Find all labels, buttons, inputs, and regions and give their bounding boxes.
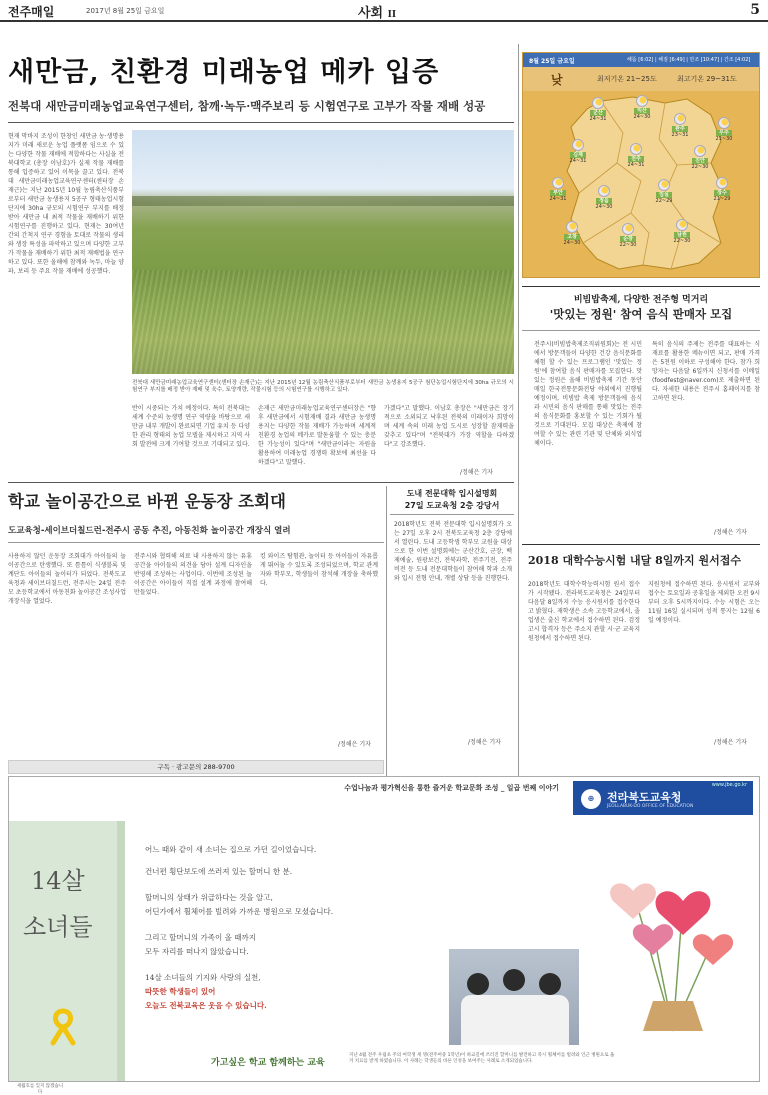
play-headline: 학교 놀이공간으로 바뀐 운동장 조회대 bbox=[8, 492, 287, 511]
weather-min: 최저기온 21~25도 bbox=[597, 75, 657, 83]
city-jinan: 진안 22~30 bbox=[691, 145, 709, 177]
ad-story: 어느 때와 같이 새 소녀는 집으로 가던 길이었습니다. 건너편 횡단보도에 쓰러져 있는 할머니 한 분. 할머니의 상태가 위급하다는 것을 알고, 어딘가에서 휠체어를 빌려와 가까운 병원으로 모셨습니다. 그리고 할머니의 가족이 올 때까지 모두 자리를 떠나지 않았습니다. 14살 소녀들의 기지와 사랑의 실천, 따뜻한 학생들이 있어 오늘도 전북교육은 웃음 수 있습니다. bbox=[145, 845, 334, 1010]
field-photo bbox=[132, 130, 514, 374]
weather-date: 8월 25일 금요일 bbox=[529, 58, 575, 65]
section-title: 사회 II bbox=[358, 6, 397, 21]
play-byline: /정해은 기자 bbox=[338, 741, 371, 748]
play-subhead: 도교육청-세이브더칠드런-전주시 공동 추진, 아동친화 놀이공간 개장식 열려 bbox=[8, 526, 291, 536]
edu-office-logo-icon: ⊕ bbox=[581, 789, 601, 809]
weather-box bbox=[522, 52, 760, 278]
lead-headline: 새만금, 친환경 미래농업 메카 입증 bbox=[8, 57, 440, 88]
partly-cloudy-icon bbox=[658, 179, 670, 191]
lead-column-1: 현재 막바지 조성이 한창인 새만금 농·생명용지가 미래 새로운 농업 플랫폼 임으로 수 있는 다양한 작물 재배에 적합하다는 사실을 전북대학교 (총장 이남호)가 실제 작물 재배를 통해 입증하고 있어 이목을 끌고 있다. 전북대 새만금미래농업교육연구센터(센터장 손재근)는 지난 2015년 10월 농림축산식품부로부터 새만금 농생용지 5공구 형태농업시험단지에 30ha 규모의 시험연구 부지를 배정 받아 새만금 내 최적 작물을 재배하기 위한 시험연구를 진행하고 있다. 현재는 30여년 간의 간척지 연구 경험을 토대로 작물의 생리와 생장 특성을 파악하고 있으며 다양한 고부가 작물을 재배하기 위한 최적 재배법을 연구하고 있다. 또한 올해에 참깨와 녹두, 마늘 양파, 보리 등 주요 작물 재배에 성공했다. bbox=[8, 133, 124, 275]
lead-column-2: 반이 시중되는 가치 예정이다. 특히 전북대는 세계 수준의 농생명 연구 역량을 바탕으로 새만금 내부 개발이 완료되면 기업 유치 등 다양한 관리 형태의 농업 모델을 제시하고 지역 사회 발전에 크게 기여할 것으로 기대되고 있다. bbox=[132, 405, 250, 448]
weather-day: 낮 bbox=[551, 73, 563, 87]
student-photo bbox=[449, 949, 579, 1045]
lead-subhead: 전북대 새만금미래농업교육연구센터, 참깨·녹두·맥주보리 등 시험연구로 고부가 작물 재배 성공 bbox=[8, 99, 486, 113]
side-byline: /정해은 기자 bbox=[714, 529, 747, 536]
partly-cloudy-icon bbox=[716, 177, 728, 189]
partly-cloudy-icon bbox=[718, 117, 730, 129]
ad-org-english: JEOLLABUK-DO OFFICE OF EDUCATION bbox=[607, 804, 694, 809]
exam-headline: 2018 대학수능시험 내달 8일까지 원서접수 bbox=[528, 554, 741, 567]
play-column-3: 킹 와이즈 탐험관, 놀이터 등 아이들이 자유롭게 뛰어놀 수 있도록 조성되었으며, 학교 관계자와 학부모, 학생들이 참석해 개장을 축하했다. bbox=[260, 553, 378, 587]
side-kicker: 비빔밥축제, 다양한 전주형 먹거리 bbox=[573, 295, 709, 305]
city-gimje: 김제 24~31 bbox=[569, 139, 587, 171]
ad-panel bbox=[8, 776, 760, 1095]
partly-cloudy-icon bbox=[676, 219, 688, 231]
ribbon-caption: 세월호를 잊지 않겠습니다 bbox=[16, 1084, 64, 1095]
side-column-2: 특히 음식의 주제는 전주를 대표하는 식재료를 활용한 메뉴이면 되고, 판매 가격은 5천원 이하로 구성해야 한다. 참가 희망자는 다음달 6일까지 신청서를 이메일(foodfest@naver.com)로 제출하면 된다. 자세한 내용은 전주시 홈페이지를 참고하면 된다. bbox=[652, 341, 760, 402]
partly-cloudy-icon bbox=[694, 145, 706, 157]
subscribe-bar: 구독 · 광고문의 288-9700 bbox=[8, 760, 384, 774]
issue-date: 2017년 8월 25일 금요일 bbox=[86, 7, 165, 15]
weather-stats: 해뜸 [6:02] | 해짐 [6:49] | 만조 [10:47] | 간조 [4:02] bbox=[627, 57, 751, 63]
ad-brand-logo: 가고싶은 학교 함께하는 교육 bbox=[211, 1058, 325, 1068]
lead-column-3: 손재근 새만금미래농업교육연구센터장은 "향후 새만금에서 시험재배 결과 새만금 농생명 용지는 다양한 작물 재배가 가능하며 세계적 친환경 농업의 메카로 발돋움할 수 있는 충분한 가능성이 있다"며 "새만금이라는 자원을 활용하여 미래농업 경쟁력 확보에 최선을 다하겠다"고 말했다. bbox=[258, 405, 376, 466]
college-headline: 도내 전문대학 입시설명회 bbox=[406, 489, 498, 498]
play-column-2: 전주시와 협력해 의료 내 사용하지 않는 유휴공간을 아이들의 의견을 담아 설계 디자인을 반영해 조성하는 사업이다. 이번에 조성된 놀이공간은 아이들이 직접 설계 과정에 참여해 만들었다. bbox=[134, 553, 252, 596]
paper-name: 전주매일 bbox=[8, 5, 55, 19]
page-header bbox=[0, 0, 768, 22]
play-column-1: 사용하지 않던 운동장 조회대가 아이들의 놀이공간으로 탄생했다. 또 틈틈이 식생블록 및 계단도 아이들의 놀이터가 되었다. 전북도교육청과 세이브더칠드런, 전주시는 24일 전주 모 초등학교에서 아동친화 놀이공간 조성사업 개장식을 열었다. bbox=[8, 553, 126, 605]
city-sunchang: 순창 22~30 bbox=[619, 223, 637, 255]
exam-byline: /정해은 기자 bbox=[714, 739, 747, 746]
ad-title-1: 14살 bbox=[31, 867, 85, 895]
city-gunsan: 군산 24~31 bbox=[589, 97, 607, 129]
ad-title-2: 소녀들 bbox=[23, 913, 93, 941]
lead-byline: /정해은 기자 bbox=[460, 469, 493, 476]
city-jangsu: 장수 21~29 bbox=[713, 177, 731, 209]
partly-cloudy-icon bbox=[674, 113, 686, 125]
partly-cloudy-icon bbox=[592, 97, 604, 109]
city-jeonju: 전주 24~31 bbox=[627, 143, 645, 175]
partly-cloudy-icon bbox=[566, 221, 578, 233]
side-column-1: 전주시(비빔밥축제조직위원회)는 전 시민에서 방문객들이 다양한 건강 음식문화를 체험 할 수 있는 프로그램인 '맛있는 정원'에 참여할 음식 판매자를 모집한다. 맛있는 정원은 올해 비빔밥축제 기간 동안 매일 한국전통문화전당 야외에서 진행될 예정이며, 비빔밥 축제 방문객들에 음식과 시민의 음식 판매를 통해 맛있는 전주의 음식문화를 홍보할 수 있는 기회가 될 것으로 기대된다. 모집 대상은 축제에 참여할 수 있는 관련 기관 및 단체와 외식업체이다. bbox=[534, 341, 642, 447]
ad-url: www.jbe.go.kr bbox=[711, 782, 747, 788]
exam-column-2: 지원청에 접수하면 된다. 응시원서 교부와 접수는 토요일과 공휴일을 제외한 오전 9시부터 오후 5시까지이다. 수능 시험은 오는 11월 16일 실시되며 성적 통지는 12월 6일 예정이다. bbox=[648, 581, 760, 624]
side-headline: '맛있는 정원' 참여 음식 판매자 모집 bbox=[549, 307, 733, 321]
city-wanju: 완주 23~31 bbox=[671, 113, 689, 145]
partly-cloudy-icon bbox=[636, 95, 648, 107]
ad-org-name: 전라북도교육청 bbox=[607, 791, 682, 804]
lead-column-4: 가겠다"고 말했다. 이남호 총장은 "새만금은 장기적으로 소외되고 낙후된 전북의 미래이자 희망이며 세계 속의 미래 농업 도시로 성장할 잠재력을 갖추고 있다"며 "전북대가 가장 역할을 다하겠다"고 강조했다. bbox=[384, 405, 514, 448]
partly-cloudy-icon bbox=[622, 223, 634, 235]
ad-org-badge bbox=[573, 781, 753, 815]
partly-cloudy-icon bbox=[552, 177, 564, 189]
city-iksan: 익산 24~30 bbox=[633, 95, 651, 127]
city-jeongeup: 정읍 24~30 bbox=[595, 185, 613, 217]
ad-slogan: 수업나눔과 평가혁신을 통한 즐거운 학교문화 조성 _ 일곱 번째 이야기 bbox=[344, 784, 559, 792]
partly-cloudy-icon bbox=[598, 185, 610, 197]
weather-max: 최고기온 29~31도 bbox=[677, 75, 737, 83]
ad-title-band bbox=[9, 821, 117, 1095]
photo-caption: 전북대 새만금미래농업교육연구센터(센터장 손재근)는 지난 2015년 12월 농림축산식품부로부터 새만금 농생용지 5공구 첨단농업시험단지에 30ha 규모의 시험연구 부지를 배정 받아 재배 및 육수, 토양개량, 작물시험 등의 시험연구를 시행하고 있다. bbox=[132, 380, 514, 393]
city-muju: 무주 21~30 bbox=[715, 117, 733, 149]
yellow-ribbon-icon bbox=[45, 1005, 81, 1045]
partly-cloudy-icon bbox=[630, 143, 642, 155]
exam-column-1: 2018학년도 대학수학능력시험 원서 접수가 시작됐다. 전라북도교육청은 24일부터 다음달 8일까지 수능 응시원서를 접수한다고 밝혔다. 재학생은 소속 고등학교에서, 졸업생은 출신 학교에서 접수하면 된다. 검정고시 합격자 등은 주소지 관할 시·군 교육지원청에서 접수하면 된다. bbox=[528, 581, 640, 642]
college-body: 2018학년도 전북 전문대학 입시설명회가 오는 27일 오후 2시 전북도교육청 2층 강당에서 열린다. 도내 고등학생 학부모 교원을 대상으로 한 이번 설명회에는 군산간호, 군장, 백제예술, 원광보건, 전북과학, 전주기전, 전주비전 등 도내 전문대학들이 참여해 학과 소개와 입시 전형 안내, 개별 상담 등을 진행한다. bbox=[394, 521, 512, 582]
ad-footnote: 지난 4월 전주 우림초 주의 여학생 세 명(전주여중 1학년)이 하교길에 쓰러진 할머니를 발견하고 즉시 휠체어를 빌려와 인근 병원으로 옮겨 치료를 받게 하였습니다. 이 사례는 학생들의 바른 인성을 보여주는 사례로 소개되었습니다. bbox=[349, 1053, 615, 1064]
city-imsil: 임실 22~29 bbox=[655, 179, 673, 211]
partly-cloudy-icon bbox=[572, 139, 584, 151]
page-number: 5 bbox=[750, 2, 760, 18]
college-byline: /정해은 기자 bbox=[468, 739, 501, 746]
city-gochang: 고창 24~30 bbox=[563, 221, 581, 253]
heart-balloon-illustration bbox=[593, 821, 753, 1041]
city-buan: 부안 24~31 bbox=[549, 177, 567, 209]
college-headline-2: 27일 도교육청 2층 강당서 bbox=[404, 501, 500, 510]
city-namwon: 남원 22~30 bbox=[673, 219, 691, 251]
